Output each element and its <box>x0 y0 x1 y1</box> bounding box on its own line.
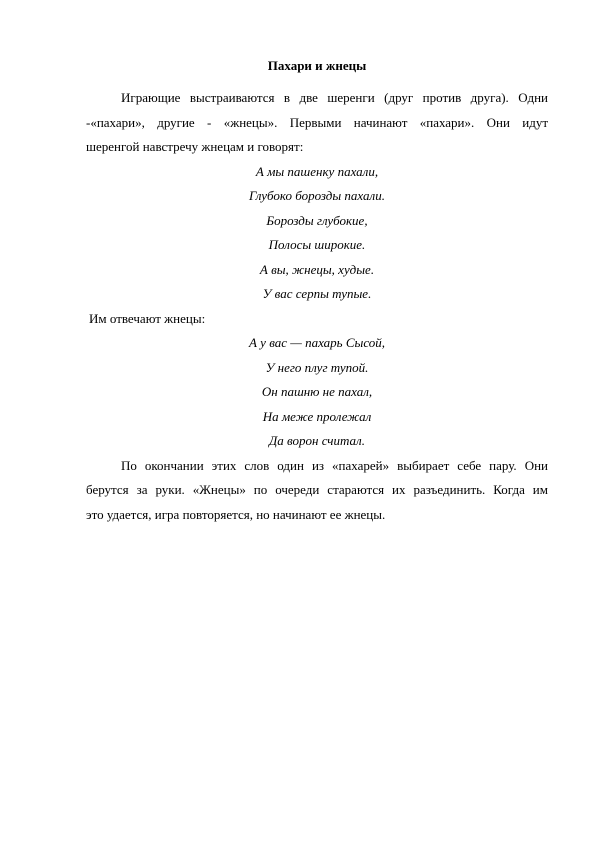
verse-line: На меже пролежал <box>262 408 372 424</box>
intro-paragraph <box>86 86 548 160</box>
verse-line: А у вас — пахарь Сысой, <box>248 335 386 350</box>
verse-line: У вас серпы тупые. <box>262 286 372 301</box>
verse-line: Он пашню не пахал, <box>261 384 373 399</box>
verse-line: У него плуг тупой. <box>265 359 369 375</box>
document-title: Пахари и жнецы <box>267 58 367 73</box>
intro-line: Играющие выстраиваются в две шеренги (друг против друга). Одни <box>121 90 548 105</box>
outro-line: это удается, игра повторяется, но начинают ее жнецы. <box>86 506 386 522</box>
outro-paragraph <box>86 454 548 528</box>
intro-line: -«пахари», другие - «жнецы». Первыми начинают «пахари». Они идут <box>86 114 548 130</box>
outro-line: берутся за руки. «Жнецы» по очереди стараются их разъединить. Когда им <box>86 482 548 497</box>
response-label: Им отвечают жнецы: <box>89 310 206 326</box>
verse-line: А мы пашенку пахали, <box>255 163 379 179</box>
verse-line: А вы, жнецы, худые. <box>259 261 375 277</box>
reapers-verse <box>86 331 548 454</box>
intro-line: шеренгой навстречу жнецам и говорят: <box>86 139 304 154</box>
verse-line: Глубоко борозды пахали. <box>249 188 385 203</box>
verse-line: Борозды глубокие, <box>266 212 368 228</box>
plowmen-verse <box>86 160 548 307</box>
outro-line: По окончании этих слов один из «пахарей» выбирает себе пару. Они <box>121 457 548 473</box>
document-page <box>86 58 548 527</box>
verse-line: Полосы широкие. <box>268 237 366 252</box>
verse-line: Да ворон считал. <box>269 433 365 448</box>
